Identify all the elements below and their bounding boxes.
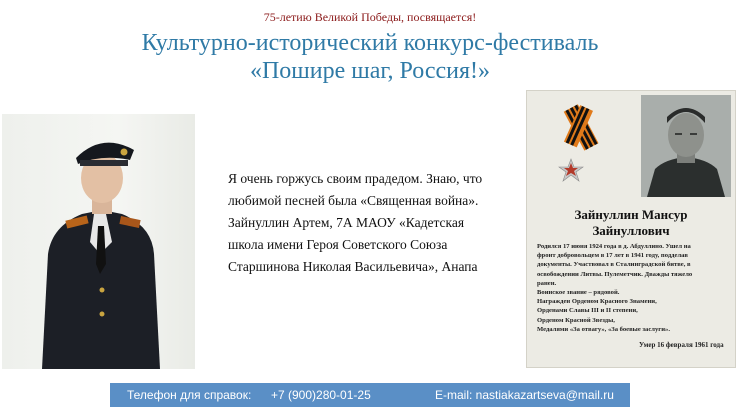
bio-line: документы. Участвовал в Сталинградской битве, в [537, 261, 691, 269]
st-george-ribbon-icon [553, 103, 609, 196]
story-line: школа имени Героя Советского Союза [228, 237, 448, 252]
story-text [228, 168, 506, 278]
veteran-name: Зайнуллин Мансур [574, 207, 688, 222]
veteran-death-date: Умер 16 февраля 1961 года [639, 341, 724, 349]
bio-line: Медалями «За отвагу», «За боевые заслуги». [537, 325, 670, 333]
title-line-1: Культурно-исторический конкурс-фестиваль [141, 30, 599, 56]
story-line: любимой песней была «Священная война». [228, 193, 479, 208]
story-line: Я очень горжусь своим прадедом. Знаю, что [228, 171, 483, 186]
bio-line: Орденом Красной Звезды, [537, 316, 615, 324]
veteran-patronymic: Зайнуллович [592, 223, 670, 238]
phone-label: Телефон для справок: [127, 388, 252, 402]
bio-line: Орденами Славы III и II степени, [537, 307, 638, 315]
dedication: 75-летию Великой Победы, посвящается! [263, 10, 477, 24]
title-line-2: «Пошире шаг, Россия!» [249, 58, 491, 84]
bio-line: освобождении Литвы. Пулеметчик. Дважды тяжело [537, 270, 693, 278]
page-title [0, 29, 740, 85]
veteran-card [526, 90, 736, 368]
bio-line: ранен. [537, 279, 557, 287]
email-link[interactable]: E-mail: nastiakazartseva@mail.ru [435, 388, 614, 402]
bio-line: фронт добровольцем в 17 лет в 1941 году, подделав [537, 252, 688, 260]
story-line: Зайнуллин Артем, 7А МАОУ «Кадетская [228, 215, 465, 230]
contact-footer [110, 383, 630, 407]
bio-line: Награжден Орденом Красного Знамени, [537, 298, 657, 306]
story-line: Старшинова Николая Васильевича», Анапа [228, 259, 478, 274]
veteran-portrait [641, 95, 731, 197]
bio-line: Воинское звание – рядовой. [537, 289, 620, 297]
cadet-photo [2, 114, 195, 369]
phone-number[interactable]: +7 (900)280-01-25 [271, 388, 371, 402]
bio-line: Родился 17 июня 1924 года в д. Абдуллино. Ушел на [537, 243, 691, 250]
veteran-bio [537, 242, 727, 334]
